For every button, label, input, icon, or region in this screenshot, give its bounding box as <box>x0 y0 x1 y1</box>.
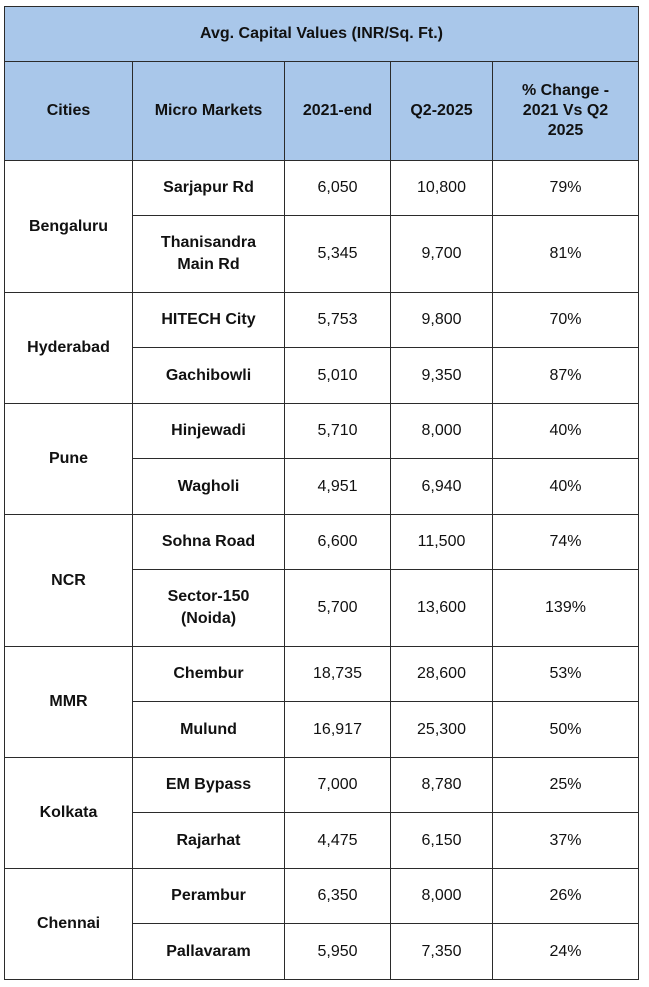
value-2021-cell: 5,700 <box>285 570 391 647</box>
micro-market-cell: Sarjapur Rd <box>133 161 285 216</box>
value-q2-2025-cell: 9,700 <box>391 216 493 293</box>
percent-change-cell: 40% <box>493 459 639 515</box>
value-2021-cell: 5,710 <box>285 404 391 459</box>
value-q2-2025-cell: 9,350 <box>391 348 493 404</box>
percent-change-cell: 25% <box>493 758 639 813</box>
micro-market-cell: Mulund <box>133 702 285 758</box>
micro-market-cell: Sector-150 (Noida) <box>133 570 285 647</box>
table-row <box>5 647 639 702</box>
header-micro-markets: Micro Markets <box>133 62 285 161</box>
value-q2-2025-cell: 28,600 <box>391 647 493 702</box>
value-q2-2025-cell: 10,800 <box>391 161 493 216</box>
value-q2-2025-cell: 11,500 <box>391 515 493 570</box>
micro-market-cell: Chembur <box>133 647 285 702</box>
value-2021-cell: 18,735 <box>285 647 391 702</box>
header-q2-2025: Q2-2025 <box>391 62 493 161</box>
value-q2-2025-cell: 6,940 <box>391 459 493 515</box>
city-cell: NCR <box>5 515 133 647</box>
city-cell: Chennai <box>5 869 133 980</box>
header-cities: Cities <box>5 62 133 161</box>
table-row <box>5 404 639 459</box>
value-2021-cell: 7,000 <box>285 758 391 813</box>
micro-market-cell: Thanisandra Main Rd <box>133 216 285 293</box>
value-2021-cell: 6,350 <box>285 869 391 924</box>
micro-market-cell: Sohna Road <box>133 515 285 570</box>
value-2021-cell: 6,050 <box>285 161 391 216</box>
city-cell: Pune <box>5 404 133 515</box>
micro-market-cell: EM Bypass <box>133 758 285 813</box>
header-percent-change: % Change - 2021 Vs Q2 2025 <box>493 62 639 161</box>
city-cell: Hyderabad <box>5 293 133 404</box>
value-2021-cell: 6,600 <box>285 515 391 570</box>
city-cell: Kolkata <box>5 758 133 869</box>
header-2021-end: 2021-end <box>285 62 391 161</box>
micro-market-cell: Perambur <box>133 869 285 924</box>
value-2021-cell: 16,917 <box>285 702 391 758</box>
value-2021-cell: 5,345 <box>285 216 391 293</box>
percent-change-cell: 139% <box>493 570 639 647</box>
value-2021-cell: 4,475 <box>285 813 391 869</box>
percent-change-cell: 87% <box>493 348 639 404</box>
micro-market-cell: Gachibowli <box>133 348 285 404</box>
percent-change-cell: 26% <box>493 869 639 924</box>
percent-change-cell: 70% <box>493 293 639 348</box>
table-title: Avg. Capital Values (INR/Sq. Ft.) <box>5 7 639 62</box>
value-q2-2025-cell: 25,300 <box>391 702 493 758</box>
city-cell: MMR <box>5 647 133 758</box>
percent-change-cell: 40% <box>493 404 639 459</box>
value-q2-2025-cell: 7,350 <box>391 924 493 980</box>
percent-change-cell: 37% <box>493 813 639 869</box>
percent-change-cell: 74% <box>493 515 639 570</box>
value-q2-2025-cell: 8,780 <box>391 758 493 813</box>
micro-market-cell: Hinjewadi <box>133 404 285 459</box>
percent-change-cell: 81% <box>493 216 639 293</box>
table-row <box>5 515 639 570</box>
percent-change-cell: 53% <box>493 647 639 702</box>
micro-market-cell: Rajarhat <box>133 813 285 869</box>
table-row <box>5 869 639 924</box>
micro-market-cell: HITECH City <box>133 293 285 348</box>
value-2021-cell: 5,010 <box>285 348 391 404</box>
city-cell: Bengaluru <box>5 161 133 293</box>
table-row <box>5 758 639 813</box>
value-q2-2025-cell: 9,800 <box>391 293 493 348</box>
value-2021-cell: 5,950 <box>285 924 391 980</box>
value-2021-cell: 4,951 <box>285 459 391 515</box>
value-q2-2025-cell: 8,000 <box>391 869 493 924</box>
table-body <box>5 161 639 980</box>
percent-change-cell: 50% <box>493 702 639 758</box>
value-q2-2025-cell: 13,600 <box>391 570 493 647</box>
capital-values-table <box>4 6 639 980</box>
percent-change-cell: 79% <box>493 161 639 216</box>
value-2021-cell: 5,753 <box>285 293 391 348</box>
micro-market-cell: Wagholi <box>133 459 285 515</box>
percent-change-cell: 24% <box>493 924 639 980</box>
value-q2-2025-cell: 6,150 <box>391 813 493 869</box>
table-row <box>5 161 639 216</box>
micro-market-cell: Pallavaram <box>133 924 285 980</box>
value-q2-2025-cell: 8,000 <box>391 404 493 459</box>
table-row <box>5 293 639 348</box>
